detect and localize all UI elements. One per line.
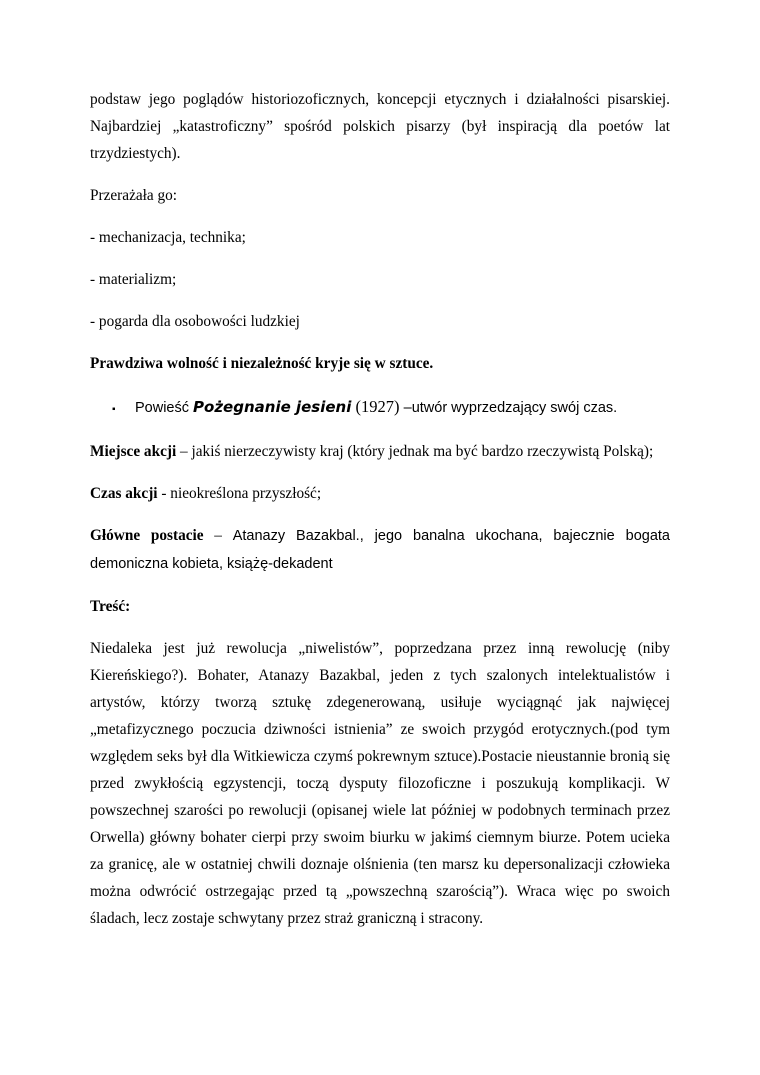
characters-label: Główne postacie bbox=[90, 527, 204, 544]
time-label: Czas akcji bbox=[90, 485, 158, 502]
place-label: Miejsce akcji bbox=[90, 443, 177, 460]
novel-line bbox=[135, 393, 617, 422]
place-line bbox=[90, 438, 670, 465]
novel-title: Pożegnanie jesieni bbox=[193, 398, 352, 416]
frightened-label: Przerażała go: bbox=[90, 187, 178, 204]
time-line bbox=[90, 480, 670, 507]
intro-paragraph: podstaw jego poglądów historiozoficznych, koncepcji etycznych i działalności pisarskiej. Najbardziej „katastroficzny” spośród polskich pisarzy (był inspiracją dla poetów lat trzydziestych). bbox=[90, 91, 670, 162]
characters-line bbox=[90, 522, 670, 578]
characters-dash: – bbox=[203, 527, 233, 544]
fear-item: - mechanizacja, technika; bbox=[90, 229, 246, 246]
place-text: – jakiś nierzeczywisty kraj (który jednak ma być bardzo rzeczywistą Polską); bbox=[176, 443, 654, 460]
novel-suffix: –utwór wyprzedzający swój czas. bbox=[403, 400, 618, 416]
bold-statement: Prawdziwa wolność i niezależność kryje się w sztuce. bbox=[90, 355, 434, 372]
fear-item: - pogarda dla osobowości ludzkiej bbox=[90, 313, 300, 330]
bullet-square-icon: ▪ bbox=[112, 404, 116, 415]
characters-text: Atanazy Bazakbal., jego banalna ukochana, bajecznie bogata demoniczna kobieta, książę-dekadent bbox=[90, 528, 670, 572]
content-paragraph: Niedaleka jest już rewolucja „niwelistów”, poprzedzana przez inną rewolucję (niby Kiereńskiego?). Bohater, Atanazy Bazakbal, jeden z tych szalonych intelektualistów i artystów, którzy tworzą sztukę zdegenerowaną, usiłuje wyciągnąć jak najwięcej „metafizycznego poczucia dziwności istnienia” ze swoich przygód erotycznych.(pod tym względem seks był dla Witkiewicza czymś pokrewnym sztuce).Postacie nieustannie bronią się przed zwykłością egzystencji, toczą dysputy filozoficzne i poszukują komplikacji. W powszechnej szarości po rewolucji (opisanej wiele lat później w podobnych terminach przez Orwella) główny bohater cierpi przy swoim biurku w jakimś ciemnym biurze. Potem ucieka za granicę, ale w ostatniej chwili doznaje olśnienia (ten marsz ku depersonalizacji człowieka można odwrócić ostrzegając przed tą „powszechną szarością”). Wraca więc po swoich śladach, lecz zostaje schwytany przez straż graniczną i stracony. bbox=[90, 640, 670, 927]
novel-prefix: Powieść bbox=[135, 400, 194, 416]
fear-item: - materializm; bbox=[90, 271, 177, 288]
time-text: - nieokreślona przyszłość; bbox=[157, 485, 322, 502]
content-heading: Treść: bbox=[90, 598, 131, 615]
novel-bullet bbox=[90, 393, 670, 423]
novel-year: (1927) bbox=[351, 397, 404, 416]
